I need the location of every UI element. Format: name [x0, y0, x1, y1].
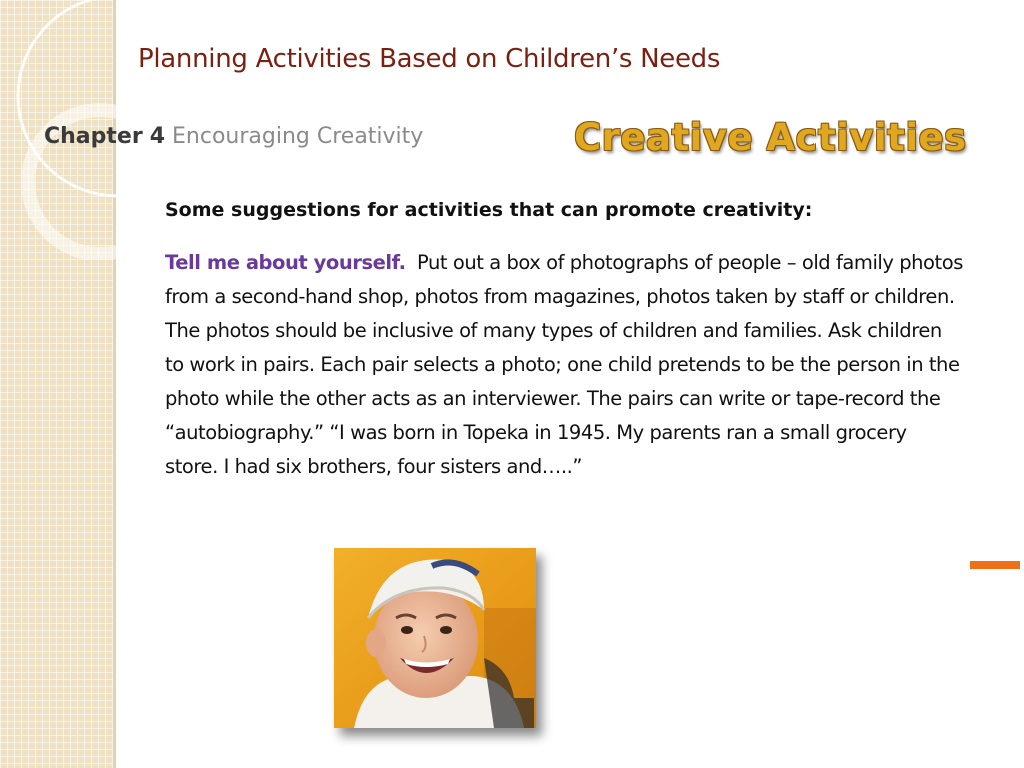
- smiling-child-photo-icon: [334, 548, 536, 728]
- creative-activities-banner: Creative Activities: [574, 116, 967, 159]
- chapter-line: [44, 124, 423, 149]
- activity-lead: Tell me about yourself.: [165, 251, 406, 274]
- activity-paragraph: [165, 246, 965, 484]
- child-photo: [334, 548, 536, 728]
- slide-title: Planning Activities Based on Children’s Needs: [138, 44, 721, 74]
- accent-bar: [970, 561, 1020, 569]
- chapter-label: Chapter: [44, 124, 143, 149]
- chapter-number: 4: [149, 124, 166, 149]
- activity-text: Put out a box of photographs of people – old family photos from a second-hand shop, photos from magazines, photos taken by staff or children. The photos should be inclusive of many types of children and families. Ask children to work in pairs. Each pair selects a photo; one child pretends to be the person in the photo while the other acts as an interviewer. The pairs can write or tape-record the “autobiography.” “I was born in Topeka in 1945. My parents ran a small grocery store. I had six brothers, four sisters and…..”: [165, 251, 963, 478]
- section-heading: Some suggestions for activities that can promote creativity:: [165, 199, 813, 221]
- chapter-subtitle: Encouraging Creativity: [172, 124, 424, 149]
